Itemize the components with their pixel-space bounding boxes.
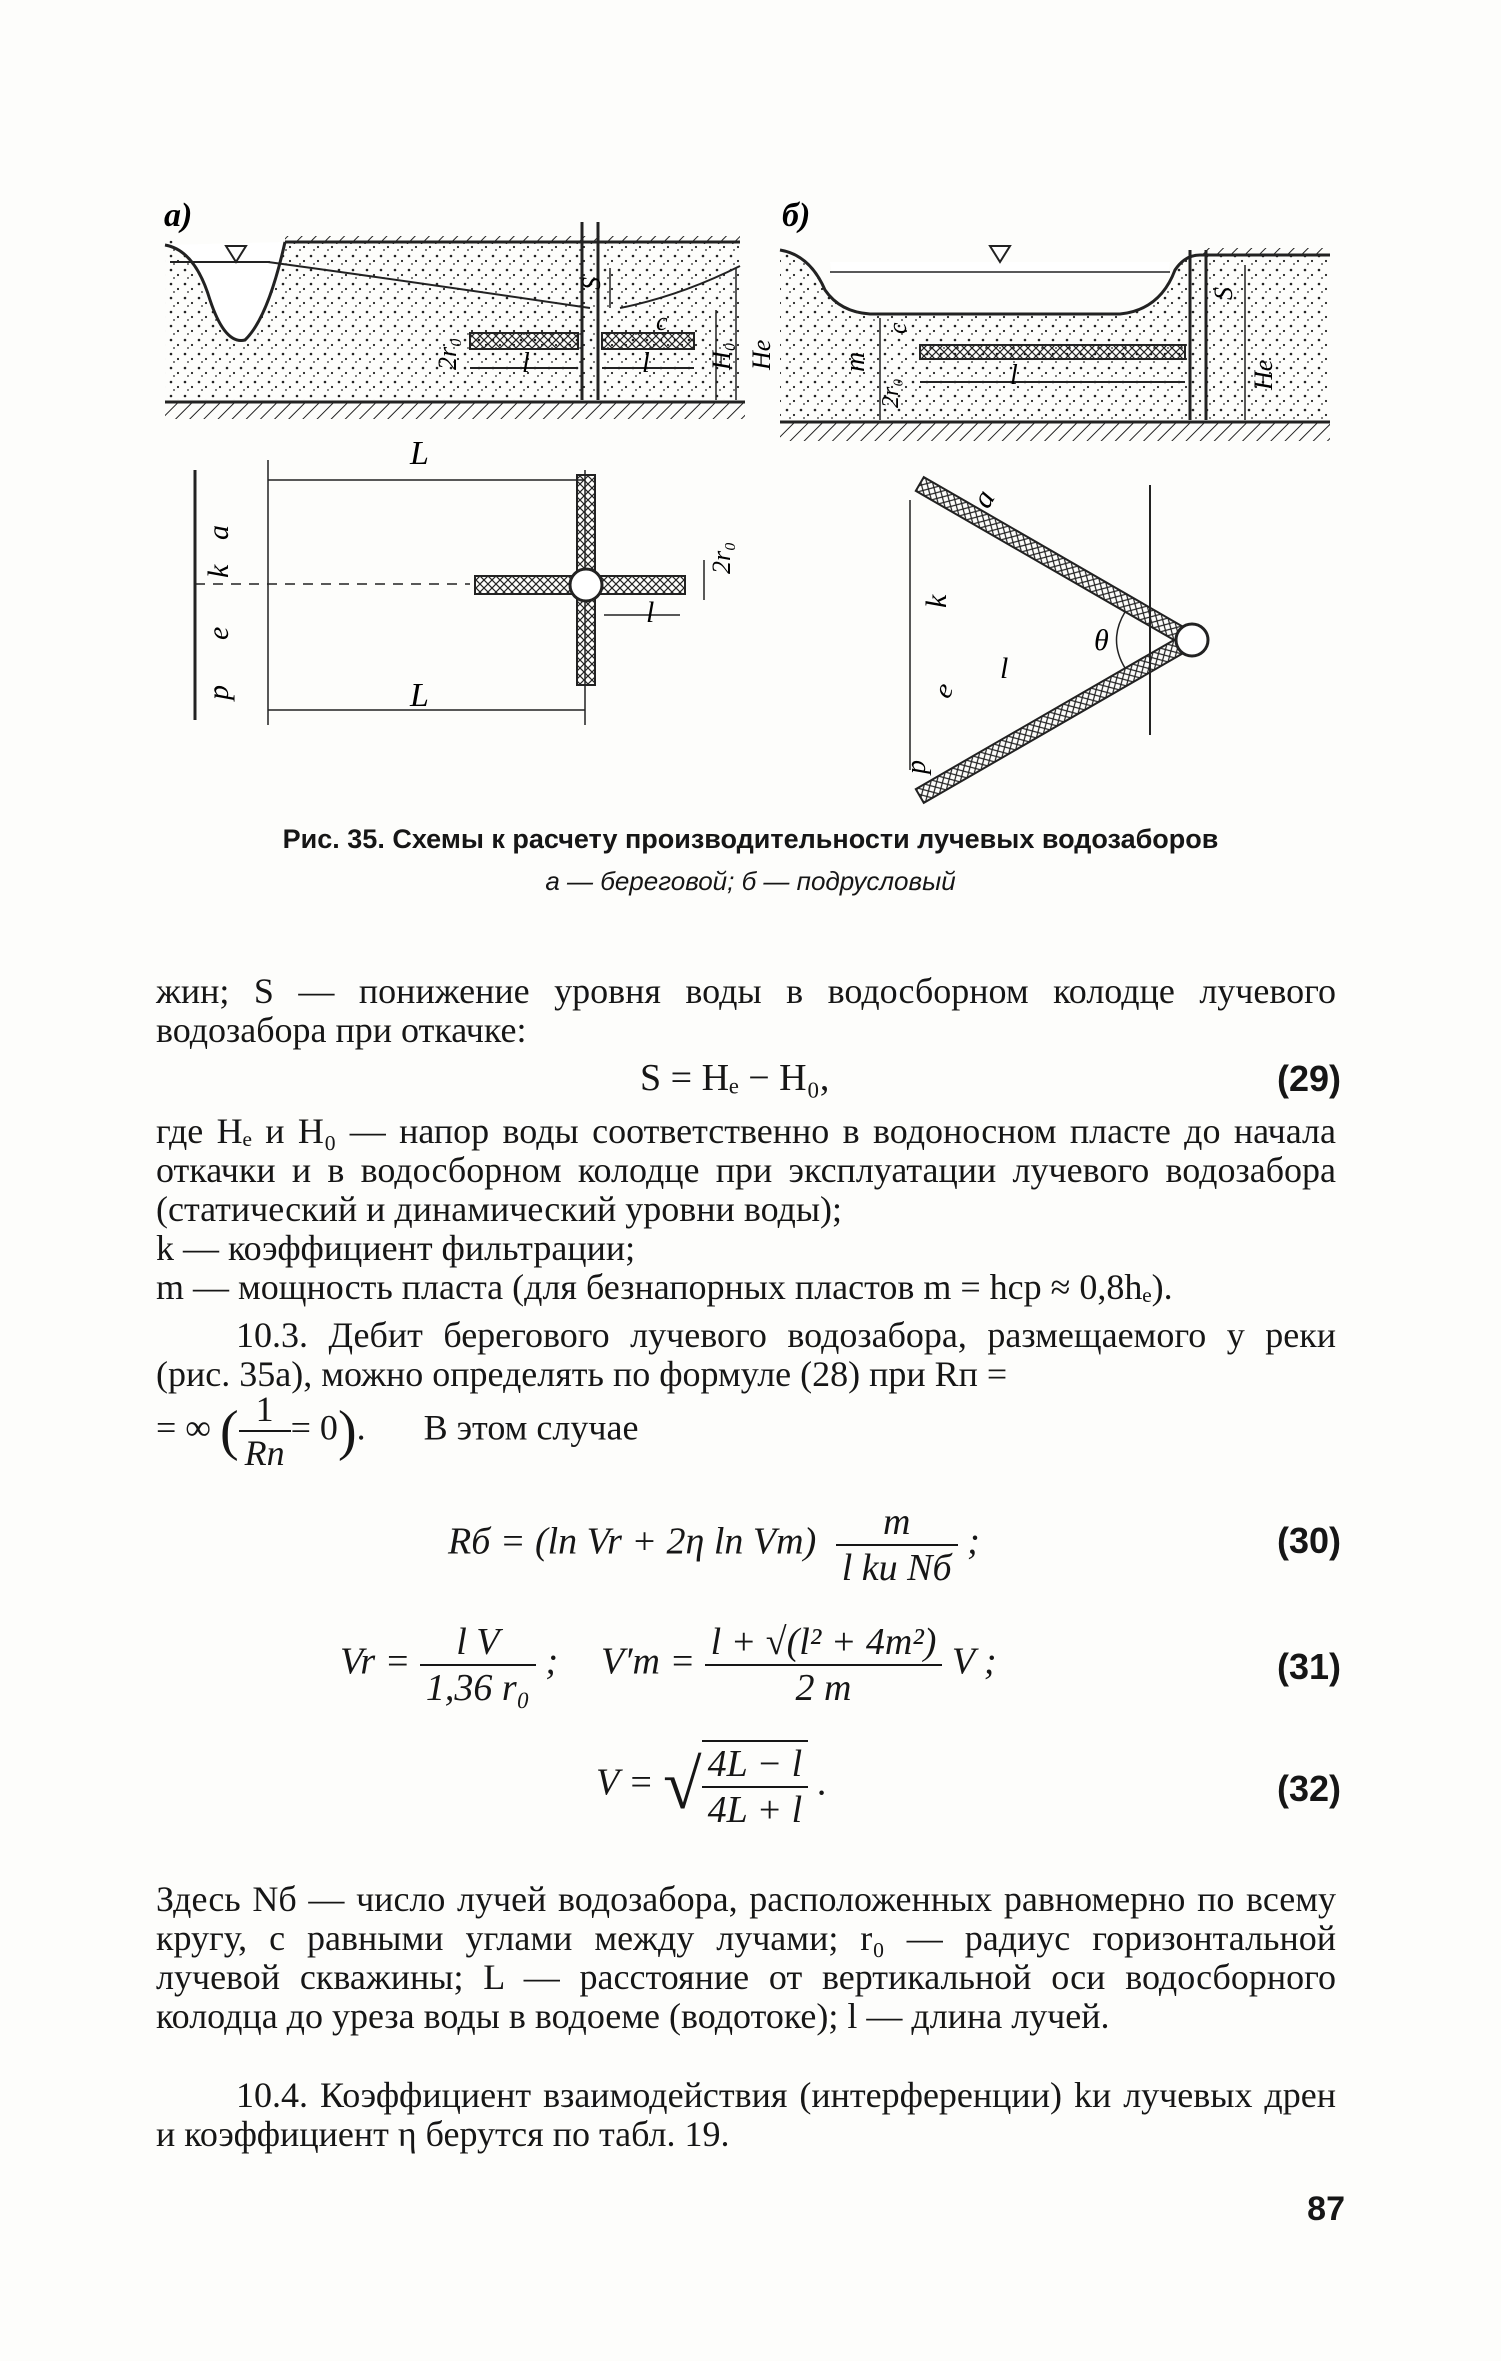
- equation-29: S = Hₑ − H₀,: [640, 1057, 830, 1099]
- label-a-L-bottom: L: [410, 677, 429, 714]
- equation-32: V = √ $\frac{4L - l}{4L + l}$ .: [596, 1740, 827, 1832]
- eq30-denominator: l kи Nб: [841, 1547, 952, 1589]
- figure-caption-sub: а — береговой; б — подрусловый: [545, 866, 956, 896]
- equation-31-number: (31): [1276, 1646, 1341, 1687]
- paragraph-1: жин; S — понижение уровня воды в водосборном колодце лучевого водозабора при откачке:: [156, 971, 1336, 1050]
- label-a-k: k: [202, 564, 235, 578]
- p5-fraction-denominator: Rп: [244, 1433, 285, 1473]
- label-b-theta: θ: [1094, 624, 1109, 657]
- panel-b-label: б): [782, 197, 811, 234]
- sqrt-icon: √: [663, 1747, 702, 1824]
- figure-caption: [0, 824, 1501, 855]
- label-a-l2: l: [642, 348, 650, 379]
- paragraph-3: k — коэффициент фильтрации;: [156, 1228, 636, 1268]
- paragraph-5-continuation: = ∞ ( $\frac{1}{Rп}$ = 0). В этом случае: [156, 1389, 639, 1473]
- label-a-2r0: 2r₀: [433, 337, 462, 370]
- panel-b-section: [780, 246, 1330, 441]
- eq31-a-lhs: Vr =: [340, 1640, 411, 1683]
- label-a-p: р: [202, 685, 235, 700]
- paragraph-4: m — мощность пласта (для безнапорных пластов m = hср ≈ 0,8hₑ).: [156, 1267, 1173, 1307]
- page-number: 87: [1307, 2190, 1345, 2228]
- label-a-He: He: [747, 339, 776, 370]
- eq31-b-denominator: 2 m: [795, 1667, 852, 1709]
- label-a-S: S: [577, 277, 606, 290]
- caption-title: Схемы к расчету производительности лучевых водозаборов: [392, 824, 1219, 854]
- eq31-a-numerator: l V: [420, 1620, 536, 1666]
- label-b-l: l: [1010, 360, 1018, 391]
- paragraph-6: Здесь Nб — число лучей водозабора, расположенных равномерно по всему кругу, с равными углами между лучами; r₀ — радиус горизонтальной лучевой скважины; L — расстояние от вертикальной оси водосборного колодца до уреза воды в водоеме (водотоке); l — длина лучей.: [156, 1879, 1336, 2036]
- equation-31: Vr = $\frac{\text{l V}}{\text{1,36 r₀}}$ ; V′т = $\frac{\text{l + √(l² + 4m²)}}{2 m}$ V ;: [340, 1621, 997, 1709]
- p5-equals-zero: = 0: [290, 1407, 338, 1448]
- p5-fraction: [239, 1388, 291, 1474]
- caption-prefix: Рис. 35.: [282, 824, 385, 854]
- label-a-c: c: [656, 307, 668, 336]
- eq32-lhs: V =: [596, 1761, 654, 1804]
- paragraph-7: 10.4. Коэффициент взаимодействия (интерференции) kи лучевых дрен и коэффициент η берутся по табл. 19.: [156, 2075, 1336, 2154]
- equation-32-number: (32): [1276, 1768, 1341, 1809]
- label-b-a: а: [965, 484, 1002, 514]
- equation-30: Rб = (ln Vr + 2η ln Vт) $\frac{m}{\text{l kи Nб}}$ ;: [448, 1501, 980, 1589]
- paragraph-5: 10.3. Дебит берегового лучевого водозабора, размещаемого у реки (рис. 35а), можно определять по формуле (28) при Rп =: [156, 1315, 1336, 1394]
- panel-a-plan: [195, 460, 704, 725]
- eq30-numerator: m: [836, 1500, 958, 1546]
- panel-a-label: а): [164, 197, 193, 234]
- eq31-a-denominator: 1,36 r₀: [425, 1667, 530, 1709]
- equation-29-number: (29): [1276, 1058, 1341, 1099]
- eq32-numerator: 4L − l: [702, 1742, 809, 1788]
- eq31-b-fraction: [705, 1620, 943, 1710]
- eq31-b-lhs: V′т =: [600, 1640, 696, 1683]
- figure-35: [0, 0, 1501, 820]
- eq31-a-fraction: [420, 1620, 536, 1710]
- eq31-b-tail: V ;: [951, 1640, 997, 1683]
- eq32-fraction: [702, 1740, 809, 1832]
- label-b-He: He: [1249, 359, 1278, 390]
- label-a-2r0-plan: 2r₀: [707, 541, 736, 574]
- label-b-S: S: [1209, 287, 1238, 300]
- label-a-l1: l: [522, 348, 530, 379]
- label-a-L-top: L: [410, 435, 429, 472]
- eq32-denominator: 4L + l: [707, 1789, 803, 1831]
- p5-infinity: = ∞: [156, 1407, 211, 1448]
- panel-b-plan: [910, 477, 1208, 803]
- label-b-m: m: [840, 351, 871, 372]
- p5-fraction-numerator: 1: [239, 1388, 291, 1432]
- label-b-k: k: [920, 594, 953, 608]
- label-b-c: c: [883, 322, 912, 334]
- label-b-l-plan: l: [1000, 652, 1009, 685]
- label-a-H0: H₀: [707, 342, 736, 370]
- paragraph-2: где Hₑ и H₀ — напор воды соответственно в водоносном пласте до начала откачки и в водосборном колодце при эксплуатации лучевого водозабора (статический и динамический уровни воды);: [156, 1111, 1336, 1229]
- label-b-e: е: [927, 677, 961, 704]
- label-a-l-plan: l: [646, 596, 655, 629]
- label-a-e: е: [202, 626, 235, 640]
- label-a-a: а: [202, 525, 235, 540]
- eq30-lhs: Rб = (ln Vr + 2η ln Vт): [448, 1520, 817, 1563]
- label-b-p: р: [901, 760, 932, 774]
- equation-30-number: (30): [1276, 1520, 1341, 1561]
- p5-tail: В этом случае: [423, 1407, 639, 1448]
- eq30-fraction: [836, 1500, 958, 1590]
- label-b-2r0: 2r₀: [878, 378, 904, 408]
- eq31-b-numerator: l + √(l² + 4m²): [705, 1620, 943, 1666]
